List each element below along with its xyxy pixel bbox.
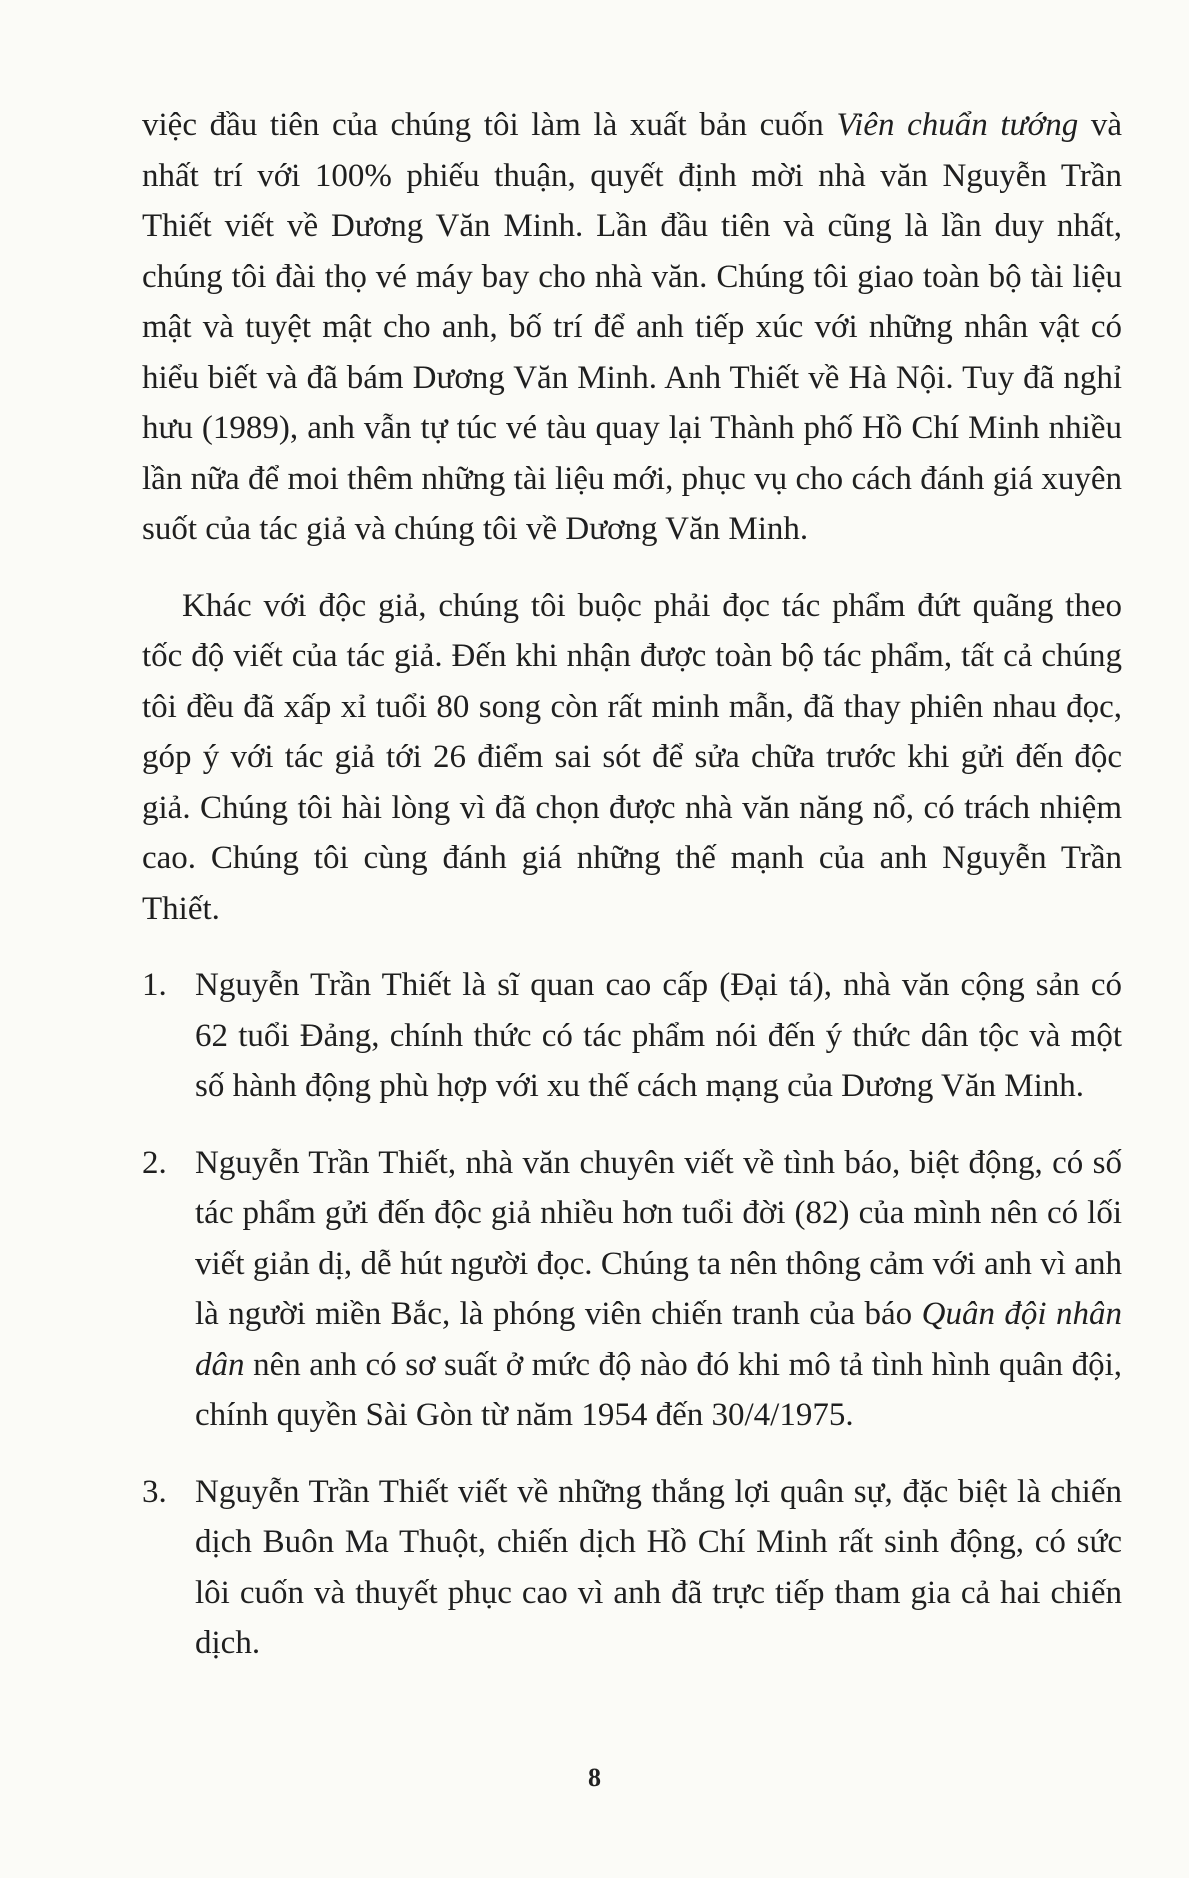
page-number: 8 [588,1763,601,1792]
paragraph-1 [142,100,1122,555]
list-item-number: 2. [142,1144,167,1181]
book-title-vien-chuan-tuong: Viên chuẩn tướng [836,107,1079,143]
list-item-text-before: Nguyễn Trần Thiết, nhà văn chuyên viết về tình báo, biệt động, có số tác phẩm gửi đến độc giả nhiều hơn tuổi đời (82) của mình nên có lối viết giản dị, dễ hút người đọc. Chúng ta nên thông cảm với anh vì anh là người miền Bắc, là phóng viên chiến tranh của báo [195,1144,1122,1332]
page-body [142,100,1122,1695]
paragraph-2: Khác với độc giả, chúng tôi buộc phải đọc tác phẩm đứt quãng theo tốc độ viết của tác giả. Đến khi nhận được toàn bộ tác phẩm, tất cả chúng tôi đều đã xấp xỉ tuổi 80 song còn rất minh mẫn, đã thay phiên nhau đọc, góp ý với tác giả tới 26 điểm sai sót để sửa chữa trước khi gửi đến độc giả. Chúng tôi hài lòng vì đã chọn được nhà văn năng nổ, có trách nhiệm cao. Chúng tôi cùng đánh giá những thế mạnh của anh Nguyễn Trần Thiết. [142,587,1122,927]
list-item-text-after: nên anh có sơ suất ở mức độ nào đó khi mô tả tình hình quân đội, chính quyền Sài Gòn từ năm 1954 đến 30/4/1975. [195,1346,1122,1433]
list-item-number: 3. [142,1473,167,1510]
list-item [142,1138,1122,1441]
list-item-text: Nguyễn Trần Thiết viết về những thắng lợi quân sự, đặc biệt là chiến dịch Buôn Ma Thuột, chiến dịch Hồ Chí Minh rất sinh động, có sức lôi cuốn và thuyết phục cao vì anh đã trực tiếp tham gia cả hai chiến dịch. [195,1473,1122,1661]
newspaper-title-quan-doi-nhan-dan: Quân đội nhân dân [195,1296,1123,1383]
list-item-text: Nguyễn Trần Thiết là sĩ quan cao cấp (Đại tá), nhà văn cộng sản có 62 tuổi Đảng, chính thức có tác phẩm nói đến ý thức dân tộc và một số hành động phù hợp với xu thế cách mạng của Dương Văn Minh. [195,967,1122,1104]
strengths-list [142,960,1122,1669]
paragraph-1-text-after: và nhất trí với 100% phiếu thuận, quyết định mời nhà văn Nguyễn Trần Thiết viết về Dương Văn Minh. Lần đầu tiên và cũng là lần duy nhất, chúng tôi đài thọ vé máy bay cho nhà văn. Chúng tôi giao toàn bộ tài liệu mật và tuyệt mật cho anh, bố trí để anh tiếp xúc với những nhân vật có hiểu biết và đã bám Dương Văn Minh. Anh Thiết về Hà Nội. Tuy đã nghỉ hưu (1989), anh vẫn tự túc vé tàu quay lại Thành phố Hồ Chí Minh nhiều lần nữa để moi thêm những tài liệu mới, phục vụ cho cách đánh giá xuyên suốt của tác giả và chúng tôi về Dương Văn Minh. [142,107,1123,547]
list-item [142,960,1122,1112]
list-item-number: 1. [142,967,167,1003]
list-item [142,1467,1122,1669]
paragraph-1-text-before: việc đầu tiên của chúng tôi làm là xuất bản cuốn [142,107,837,143]
